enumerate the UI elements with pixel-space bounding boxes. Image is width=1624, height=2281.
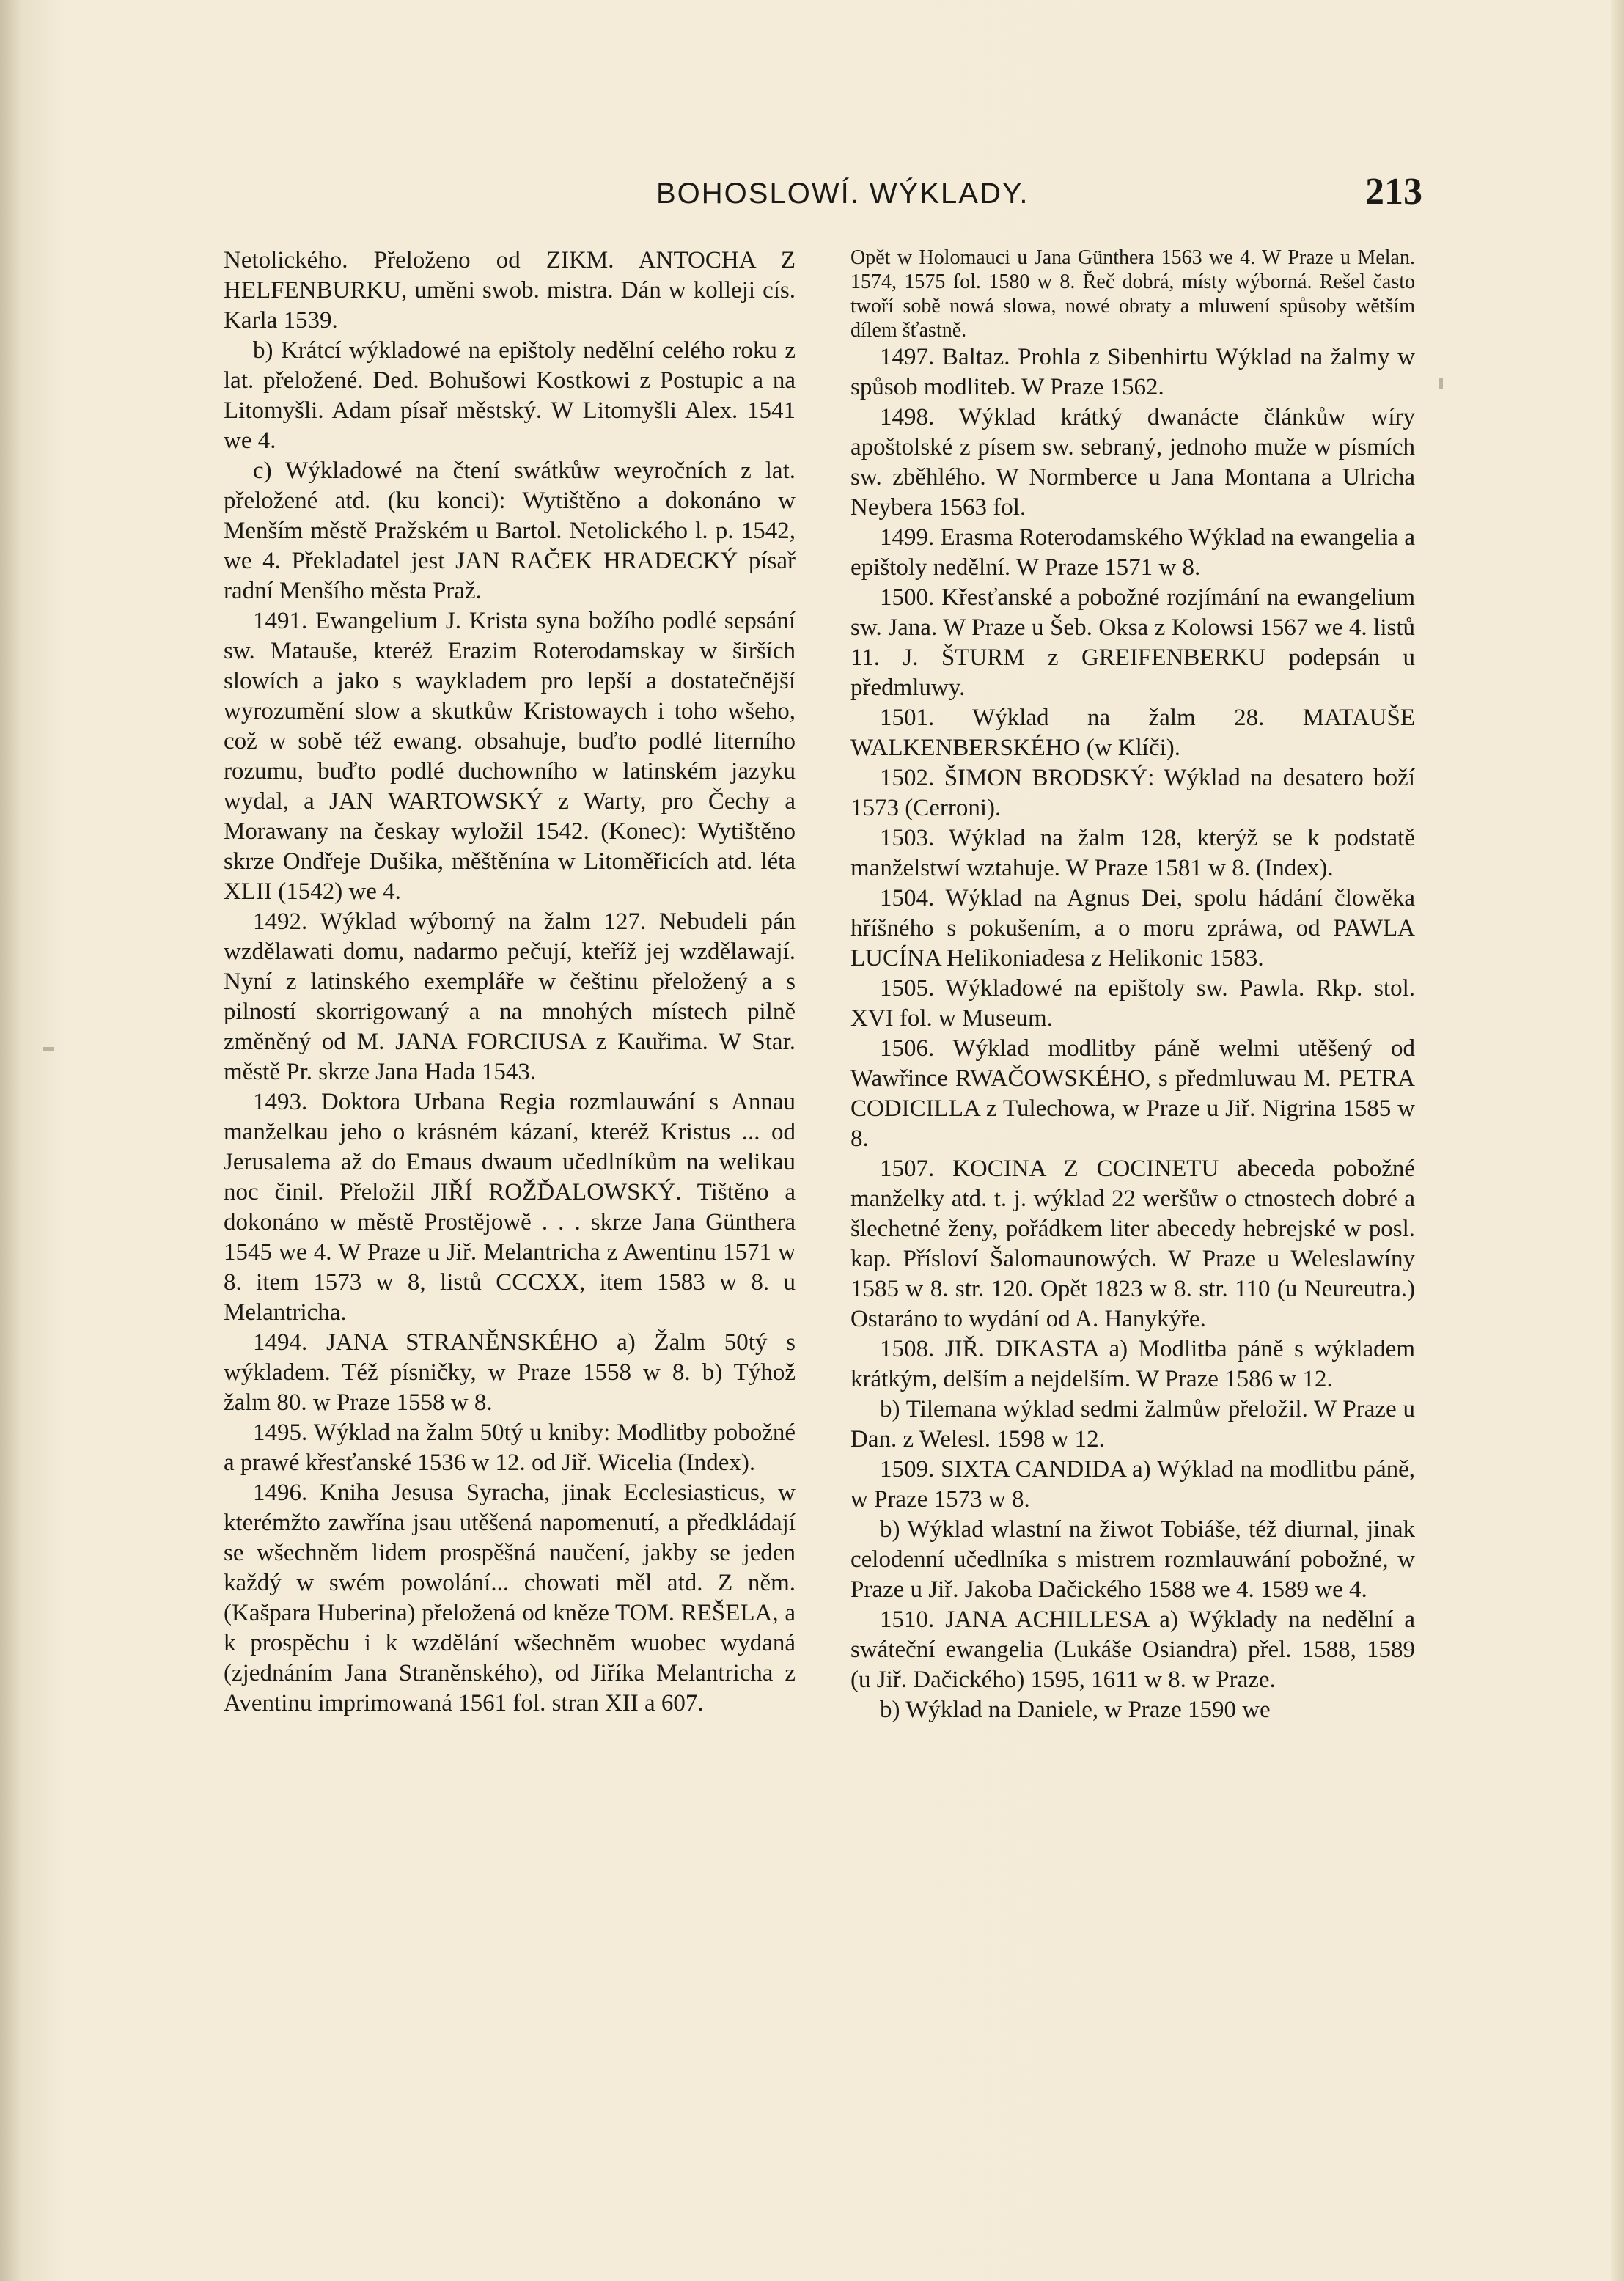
entry-1509b: b) Wýklad wlastní na žiwot Tobiáše, též diurnal, jinak celodenní učedlníka s mistrem rozmlauwání pobožné, w Praze u Jiř. Jakoba Dačického 1588 we 4. 1589 we 4.	[850, 1516, 1415, 1603]
page-number: 213	[1365, 171, 1422, 213]
entry-1497: 1497. Baltaz. Prohla z Sibenhirtu Wýklad na žalmy w spůsob modliteb. W Praze 1562.	[850, 344, 1415, 400]
entry-1501: 1501. Wýklad na žalm 28. MATAUŠE WALKENBERSKÉHO (w Klíči).	[850, 705, 1415, 761]
entry-1496: 1496. Kniha Jesusa Syracha, jinak Ecclesiasticus, w kterémžto zawřína jsau utěšená napomenutí, a předkládají se wšechněm lidem prospěšná naučení, jakby se jeden každý w swém powolání... chowati měl atd. Z něm. (Kašpara Huberina) přeložená od kněze TOM. REŠELA, a k prospěchu i k wzdělání wšechněm wuobec wydaná (zjednáním Jana Straněnského), od Jiříka Melantricha z Aventinu imprimowaná 1561 fol. stran XII a 607.	[224, 1480, 796, 1716]
entry-1502: 1502. ŠIMON BRODSKÝ: Wýklad na desatero boží 1573 (Cerroni).	[850, 765, 1415, 821]
entry-1495: 1495. Wýklad na žalm 50tý u kniby: Modlitby pobožné a prawé křesťanské 1536 w 12. od Jiř. Wicelia (Index).	[224, 1419, 796, 1476]
margin-mark	[43, 1047, 54, 1051]
margin-mark	[1439, 378, 1443, 389]
paragraph: b) Krátcí wýkladowé na epištoly nedělní celého roku z lat. přeložené. Ded. Bohušowi Kostkowi z Postupic a na Litomyšli. Adam písař městský. W Litomyšli Alex. 1541 we 4.	[224, 337, 796, 454]
entry-1506: 1506. Wýklad modlitby páně welmi utěšený od Wawřince RWAČOWSKÉHO, s předmluwau M. PETRA CODICILLA z Tulechowa, w Praze u Jiř. Nigrina 1585 w 8.	[850, 1035, 1415, 1152]
column-gutter	[812, 242, 814, 2046]
continuation-note: Opět w Holomauci u Jana Günthera 1563 we 4. W Praze u Melan. 1574, 1575 fol. 1580 w 8. Řeč dobrá, místy wýborná. Rešel často twoří sobě nowá slowa, nowé obraty a mluwení spůsoby wětším dílem šťastně.	[850, 246, 1415, 342]
entry-1493: 1493. Doktora Urbana Regia rozmlauwání s Annau manželkau jeho o krásném kázaní, kteréž Kristus ... od Jerusalema až do Emaus dwaum učedlníkům na welikau noc činil. Přeložil JIŘÍ ROŽĎALOWSKÝ. Tištěno a dokonáno w městě Prostějowě . . . skrze Jana Günthera 1545 we 4. W Praze u Jiř. Melantricha z Awentinu 1571 w 8. item 1573 w 8, listů CCCXX, item 1583 w 8. u Melantricha.	[224, 1089, 796, 1326]
entry-1507: 1507. KOCINA Z COCINETU abeceda pobožné manželky atd. t. j. wýklad 22 weršůw o ctnostech dobré a šlechetné ženy, pořádkem liter abecedy hebrejské w posl. kap. Přísloví Šalomaunowých. W Praze u Weleslawíny 1585 w 8. str. 120. Opět 1823 w 8. str. 110 (u Neureutra.) Ostaráno to wydání od A. Hanykýře.	[850, 1156, 1415, 1332]
paragraph: c) Wýkladowé na čtení swátkůw weyročních z lat. přeložené atd. (ku konci): Wytištěno a dokonáno w Menším městě Pražském u Bartol. Netolického l. p. 1542, we 4. Překladatel jest JAN RAČEK HRADECKÝ písař radní Menšího města Praž.	[224, 458, 796, 604]
entry-1491: 1491. Ewangelium J. Krista syna božího podlé sepsání sw. Mataušе, kteréž Erazim Roterodamskay w širších slowích a jako s waykladem pro lepší a dostatečnější wyrozumění slow a skutkůw Kristowaych i toho wšeho, což w sobě též ewang. obsahuje, buďto podlé literního rozumu, buďto podlé duchowního w latinském jazyku wydal, a JAN WARTOWSKÝ z Warty, pro Čechy a Morawany na českay wyložil 1542. (Konec): Wytištěno skrze Ondřeje Dušika, měštěnína w Litoměřicích atd. léta XLII (1542) we 4.	[224, 608, 796, 905]
entry-1508: 1508. JIŘ. DIKASTA a) Modlitba páně s wýkladem krátkým, delším a nejdelším. W Praze 1586 w 12.	[850, 1336, 1415, 1392]
running-head: BOHOSLOWÍ. WÝKLADY.	[656, 177, 1029, 210]
entry-1492: 1492. Wýklad wýborný na žalm 127. Nebudeli pán wzdělawati domu, nadarmo pečují, kteříž jej wzdělawají. Nyní z latinského exempláře w češtinu přeložený a s pilností skorrigowaný a na mnohých místech pilně změněný od M. JANA FORCIUSA z Kauřima. W Star. městě Pr. skrze Jana Hada 1543.	[224, 908, 796, 1085]
entry-1503: 1503. Wýklad na žalm 128, kterýž se k podstatě manželstwí wztahuje. W Praze 1581 w 8. (Index).	[850, 825, 1415, 881]
entry-1510: 1510. JANA ACHILLESA a) Wýklady na nedělní a swáteční ewangelia (Lukáše Osiandra) přel. 1588, 1589 (u Jiř. Dačického) 1595, 1611 w 8. w Praze.	[850, 1606, 1415, 1693]
right-column	[850, 246, 1415, 1725]
page-header	[220, 170, 1422, 229]
entry-1504: 1504. Wýklad na Agnus Dei, spolu hádání člowěka hříšného s pokušením, a o moru zpráwa, od PAWLA LUCÍNA Helikoniadesa z Helikonic 1583.	[850, 885, 1415, 971]
entry-1499: 1499. Erasma Roterodamského Wýklad na ewangelia a epištoly nedělní. W Praze 1571 w 8.	[850, 524, 1415, 581]
paragraph: Netolického. Přeloženo od ZIKM. ANTOCHA Z HELFENBURKU, uměni swob. mistra. Dán w kolleji cís. Karla 1539.	[224, 247, 796, 334]
left-column	[224, 246, 796, 1719]
entry-1508b: b) Tilemana wýklad sedmi žalmůw přeložil. W Praze u Dan. z Welesl. 1598 w 12.	[850, 1396, 1415, 1452]
entry-1505: 1505. Wýkladowé na epištoly sw. Pawla. Rkp. stol. XVI fol. w Museum.	[850, 975, 1415, 1032]
entry-1500: 1500. Křesťanské a pobožné rozjímání na ewangelium sw. Jana. W Praze u Šeb. Oksa z Kolowsi 1567 we 4. listů 11. J. ŠTURM z GREIFENBERKU podepsán u předmluwy.	[850, 584, 1415, 701]
entry-1498: 1498. Wýklad krátký dwanácte článkůw wíry apoštolské z písem sw. sebraný, jednoho muže w písmích sw. zběhlého. W Normberce u Jana Montana a Ulricha Neybera 1563 fol.	[850, 404, 1415, 521]
page-edge	[1611, 0, 1624, 2281]
entry-1494: 1494. JANA STRANĚNSKÉHO a) Žalm 50tý s wýkladem. Též písničky, w Praze 1558 w 8. b) Týhož žalm 80. w Praze 1558 w 8.	[224, 1329, 796, 1416]
entry-1510b: b) Wýklad na Daniele, w Praze 1590 we	[880, 1697, 1271, 1723]
entry-1509: 1509. SIXTA CANDIDA a) Wýklad na modlitbu páně, w Praze 1573 w 8.	[850, 1456, 1415, 1513]
